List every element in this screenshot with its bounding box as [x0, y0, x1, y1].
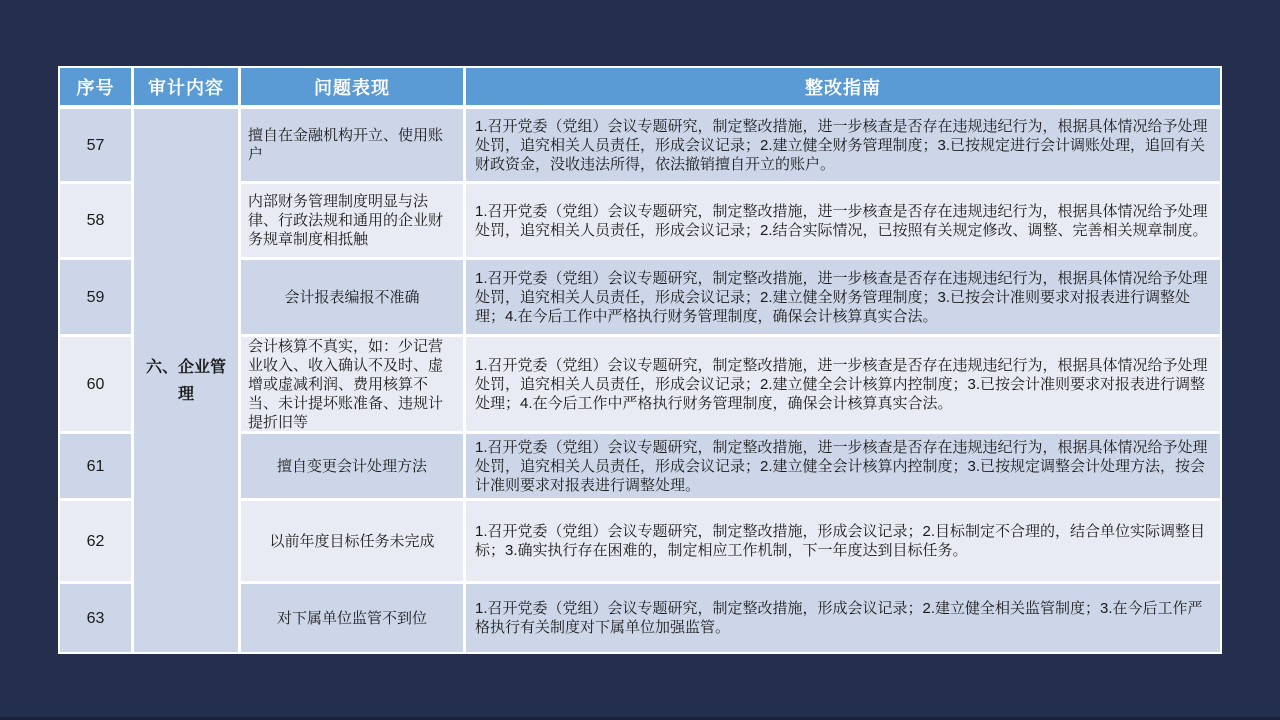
table-header-row [60, 68, 1220, 105]
problem-cell: 对下属单位监管不到位 [241, 584, 463, 652]
serial-number-cell: 63 [60, 584, 131, 652]
serial-number-cell: 58 [60, 184, 131, 257]
header-cell-guide: 整改指南 [466, 68, 1220, 105]
guide-cell: 1.召开党委（党组）会议专题研究，制定整改措施，形成会议记录；2.建立健全相关监管制度；3.在今后工作严格执行有关制度对下属单位加强监管。 [466, 584, 1220, 652]
table-body [60, 109, 1220, 652]
guide-cell: 1.召开党委（党组）会议专题研究，制定整改措施，进一步核查是否存在违规违纪行为，根据具体情况给予处理处罚，追究相关人员责任，形成会议记录；2.建立健全财务管理制度；3.已按会计准则要求对报表进行调整处理；4.在今后工作中严格执行财务管理制度，确保会计核算真实合法。 [466, 260, 1220, 334]
problem-cell: 会计报表编报不准确 [241, 260, 463, 334]
guide-cell: 1.召开党委（党组）会议专题研究，制定整改措施，形成会议记录；2.目标制定不合理的，结合单位实际调整目标；3.确实执行存在困难的，制定相应工作机制，下一年度达到目标任务。 [466, 501, 1220, 581]
guide-cell: 1.召开党委（党组）会议专题研究，制定整改措施，进一步核查是否存在违规违纪行为，根据具体情况给予处理处罚，追究相关人员责任，形成会议记录；2.结合实际情况，已按照有关规定修改、调整、完善相关规章制度。 [466, 184, 1220, 257]
guide-cell: 1.召开党委（党组）会议专题研究，制定整改措施，进一步核查是否存在违规违纪行为，根据具体情况给予处理处罚，追究相关人员责任，形成会议记录；2.建立健全会计核算内控制度；3.已按规定调整会计处理方法，按会计准则要求对报表进行调整处理。 [466, 434, 1220, 498]
serial-number-cell: 57 [60, 109, 131, 181]
header-cell-serial-number: 序号 [60, 68, 131, 105]
problem-cell: 内部财务管理制度明显与法律、行政法规和通用的企业财务规章制度相抵触 [241, 184, 463, 257]
audit-content-merged-cell: 六、企业管理 [134, 109, 238, 652]
header-cell-audit-content: 审计内容 [134, 68, 238, 105]
serial-number-cell: 62 [60, 501, 131, 581]
serial-number-cell: 59 [60, 260, 131, 334]
guide-cell: 1.召开党委（党组）会议专题研究，制定整改措施，进一步核查是否存在违规违纪行为，根据具体情况给予处理处罚，追究相关人员责任，形成会议记录；2.建立健全会计核算内控制度；3.已按会计准则要求对报表进行调整处理；4.在今后工作中严格执行财务管理制度，确保会计核算真实合法。 [466, 337, 1220, 431]
audit-rectification-table [58, 66, 1222, 654]
serial-number-cell: 60 [60, 337, 131, 431]
problem-cell: 以前年度目标任务未完成 [241, 501, 463, 581]
guide-cell: 1.召开党委（党组）会议专题研究，制定整改措施，进一步核查是否存在违规违纪行为，根据具体情况给予处理处罚，追究相关人员责任，形成会议记录；2.建立健全财务管理制度；3.已按规定进行会计调账处理，追回有关财政资金，没收违法所得，依法撤销擅自开立的账户。 [466, 109, 1220, 181]
serial-number-cell: 61 [60, 434, 131, 498]
problem-cell: 擅自在金融机构开立、使用账户 [241, 109, 463, 181]
header-cell-problem: 问题表现 [241, 68, 463, 105]
problem-cell: 会计核算不真实，如：少记营业收入、收入确认不及时、虚增或虚减利润、费用核算不当、未计提坏账准备、违规计提折旧等 [241, 337, 463, 431]
problem-cell: 擅自变更会计处理方法 [241, 434, 463, 498]
